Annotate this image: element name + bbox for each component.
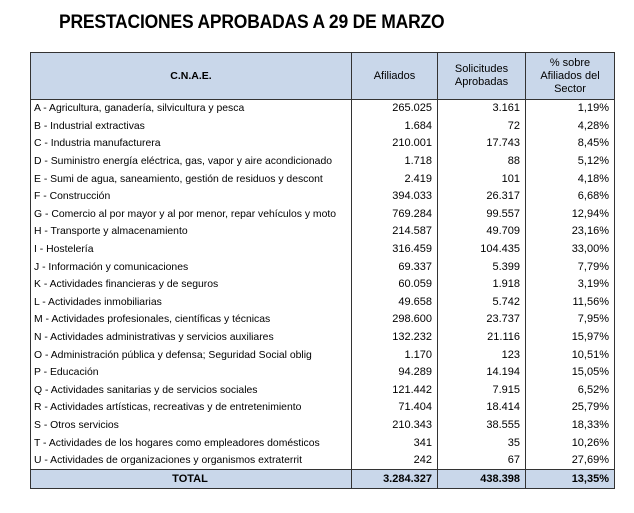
cell-porcentaje: 10,51% bbox=[526, 346, 615, 364]
cell-solicitudes: 67 bbox=[438, 452, 526, 470]
cell-sector: S - Otros servicios bbox=[31, 417, 352, 435]
cell-sector: J - Información y comunicaciones bbox=[31, 258, 352, 276]
cell-solicitudes: 23.737 bbox=[438, 311, 526, 329]
cell-solicitudes: 26.317 bbox=[438, 188, 526, 206]
table-row bbox=[31, 382, 615, 400]
cell-afiliados: 210.001 bbox=[352, 135, 438, 153]
cell-porcentaje: 7,95% bbox=[526, 311, 615, 329]
cell-solicitudes: 18.414 bbox=[438, 399, 526, 417]
cell-sector: L - Actividades inmobiliarias bbox=[31, 294, 352, 312]
cell-afiliados: 71.404 bbox=[352, 399, 438, 417]
table-row bbox=[31, 399, 615, 417]
cell-afiliados: 132.232 bbox=[352, 329, 438, 347]
table-row bbox=[31, 434, 615, 452]
prestaciones-table bbox=[30, 52, 615, 489]
cell-solicitudes: 14.194 bbox=[438, 364, 526, 382]
cell-afiliados: 769.284 bbox=[352, 206, 438, 224]
table-row bbox=[31, 100, 615, 118]
cell-sector: D - Suministro energía eléctrica, gas, vapor y aire acondicionado bbox=[31, 153, 352, 171]
table-row bbox=[31, 223, 615, 241]
cell-solicitudes: 88 bbox=[438, 153, 526, 171]
header-porcentaje: % sobre Afiliados del Sector bbox=[526, 53, 615, 100]
cell-porcentaje: 5,12% bbox=[526, 153, 615, 171]
cell-porcentaje: 12,94% bbox=[526, 206, 615, 224]
cell-sector: M - Actividades profesionales, científicas y técnicas bbox=[31, 311, 352, 329]
cell-afiliados: 1.718 bbox=[352, 153, 438, 171]
cell-sector: R - Actividades artísticas, recreativas y de entretenimiento bbox=[31, 399, 352, 417]
cell-afiliados: 1.684 bbox=[352, 118, 438, 136]
cell-afiliados: 69.337 bbox=[352, 258, 438, 276]
cell-solicitudes: 1.918 bbox=[438, 276, 526, 294]
cell-solicitudes: 104.435 bbox=[438, 241, 526, 259]
cell-afiliados: 242 bbox=[352, 452, 438, 470]
table-header-row bbox=[31, 53, 615, 100]
cell-sector: C - Industria manufacturera bbox=[31, 135, 352, 153]
total-label: TOTAL bbox=[31, 470, 352, 489]
cell-porcentaje: 4,28% bbox=[526, 118, 615, 136]
cell-sector: G - Comercio al por mayor y al por menor, repar vehículos y moto bbox=[31, 206, 352, 224]
cell-solicitudes: 5.742 bbox=[438, 294, 526, 312]
cell-solicitudes: 123 bbox=[438, 346, 526, 364]
table-row bbox=[31, 452, 615, 470]
cell-sector: A - Agricultura, ganadería, silvicultura y pesca bbox=[31, 100, 352, 118]
cell-solicitudes: 7.915 bbox=[438, 382, 526, 400]
cell-porcentaje: 18,33% bbox=[526, 417, 615, 435]
cell-sector: T - Actividades de los hogares como empleadores domésticos bbox=[31, 434, 352, 452]
cell-sector: K - Actividades financieras y de seguros bbox=[31, 276, 352, 294]
cell-afiliados: 121.442 bbox=[352, 382, 438, 400]
cell-porcentaje: 6,68% bbox=[526, 188, 615, 206]
cell-afiliados: 60.059 bbox=[352, 276, 438, 294]
cell-porcentaje: 23,16% bbox=[526, 223, 615, 241]
cell-afiliados: 2.419 bbox=[352, 170, 438, 188]
cell-afiliados: 1.170 bbox=[352, 346, 438, 364]
cell-solicitudes: 72 bbox=[438, 118, 526, 136]
cell-porcentaje: 1,19% bbox=[526, 100, 615, 118]
cell-porcentaje: 3,19% bbox=[526, 276, 615, 294]
total-afiliados: 3.284.327 bbox=[352, 470, 438, 489]
table-row bbox=[31, 364, 615, 382]
table-row bbox=[31, 311, 615, 329]
cell-solicitudes: 21.116 bbox=[438, 329, 526, 347]
table-row bbox=[31, 153, 615, 171]
cell-solicitudes: 17.743 bbox=[438, 135, 526, 153]
cell-sector: N - Actividades administrativas y servicios auxiliares bbox=[31, 329, 352, 347]
cell-porcentaje: 8,45% bbox=[526, 135, 615, 153]
cell-afiliados: 394.033 bbox=[352, 188, 438, 206]
cell-sector: E - Sumi de agua, saneamiento, gestión de residuos y descont bbox=[31, 170, 352, 188]
cell-afiliados: 316.459 bbox=[352, 241, 438, 259]
cell-sector: P - Educación bbox=[31, 364, 352, 382]
cell-sector: Q - Actividades sanitarias y de servicios sociales bbox=[31, 382, 352, 400]
cell-afiliados: 49.658 bbox=[352, 294, 438, 312]
table-row bbox=[31, 276, 615, 294]
cell-afiliados: 94.289 bbox=[352, 364, 438, 382]
cell-porcentaje: 6,52% bbox=[526, 382, 615, 400]
header-cnae: C.N.A.E. bbox=[31, 53, 352, 100]
table-row bbox=[31, 135, 615, 153]
cell-solicitudes: 35 bbox=[438, 434, 526, 452]
header-solicitudes: Solicitudes Aprobadas bbox=[438, 53, 526, 100]
header-afiliados: Afiliados bbox=[352, 53, 438, 100]
cell-porcentaje: 11,56% bbox=[526, 294, 615, 312]
table-row bbox=[31, 329, 615, 347]
cell-solicitudes: 5.399 bbox=[438, 258, 526, 276]
cell-porcentaje: 7,79% bbox=[526, 258, 615, 276]
cell-porcentaje: 33,00% bbox=[526, 241, 615, 259]
cell-sector: I - Hostelería bbox=[31, 241, 352, 259]
cell-porcentaje: 4,18% bbox=[526, 170, 615, 188]
cell-afiliados: 298.600 bbox=[352, 311, 438, 329]
cell-solicitudes: 101 bbox=[438, 170, 526, 188]
cell-sector: H - Transporte y almacenamiento bbox=[31, 223, 352, 241]
cell-sector: B - Industrial extractivas bbox=[31, 118, 352, 136]
table-row bbox=[31, 241, 615, 259]
cell-porcentaje: 25,79% bbox=[526, 399, 615, 417]
cell-porcentaje: 10,26% bbox=[526, 434, 615, 452]
table-row bbox=[31, 294, 615, 312]
total-porcentaje: 13,35% bbox=[526, 470, 615, 489]
cell-porcentaje: 15,97% bbox=[526, 329, 615, 347]
cell-porcentaje: 15,05% bbox=[526, 364, 615, 382]
table-row bbox=[31, 118, 615, 136]
cell-sector: U - Actividades de organizaciones y organismos extraterrit bbox=[31, 452, 352, 470]
cell-solicitudes: 49.709 bbox=[438, 223, 526, 241]
table-row bbox=[31, 170, 615, 188]
cell-solicitudes: 3.161 bbox=[438, 100, 526, 118]
total-solicitudes: 438.398 bbox=[438, 470, 526, 489]
cell-solicitudes: 38.555 bbox=[438, 417, 526, 435]
cell-porcentaje: 27,69% bbox=[526, 452, 615, 470]
cell-afiliados: 341 bbox=[352, 434, 438, 452]
table-row bbox=[31, 206, 615, 224]
cell-sector: O - Administración pública y defensa; Seguridad Social oblig bbox=[31, 346, 352, 364]
table-row bbox=[31, 346, 615, 364]
table-row bbox=[31, 258, 615, 276]
cell-afiliados: 210.343 bbox=[352, 417, 438, 435]
total-row bbox=[31, 470, 615, 489]
page-title: PRESTACIONES APROBADAS A 29 DE MARZO bbox=[59, 12, 445, 33]
table-row bbox=[31, 188, 615, 206]
table-row bbox=[31, 417, 615, 435]
cell-afiliados: 214.587 bbox=[352, 223, 438, 241]
cell-afiliados: 265.025 bbox=[352, 100, 438, 118]
cell-solicitudes: 99.557 bbox=[438, 206, 526, 224]
cell-sector: F - Construcción bbox=[31, 188, 352, 206]
